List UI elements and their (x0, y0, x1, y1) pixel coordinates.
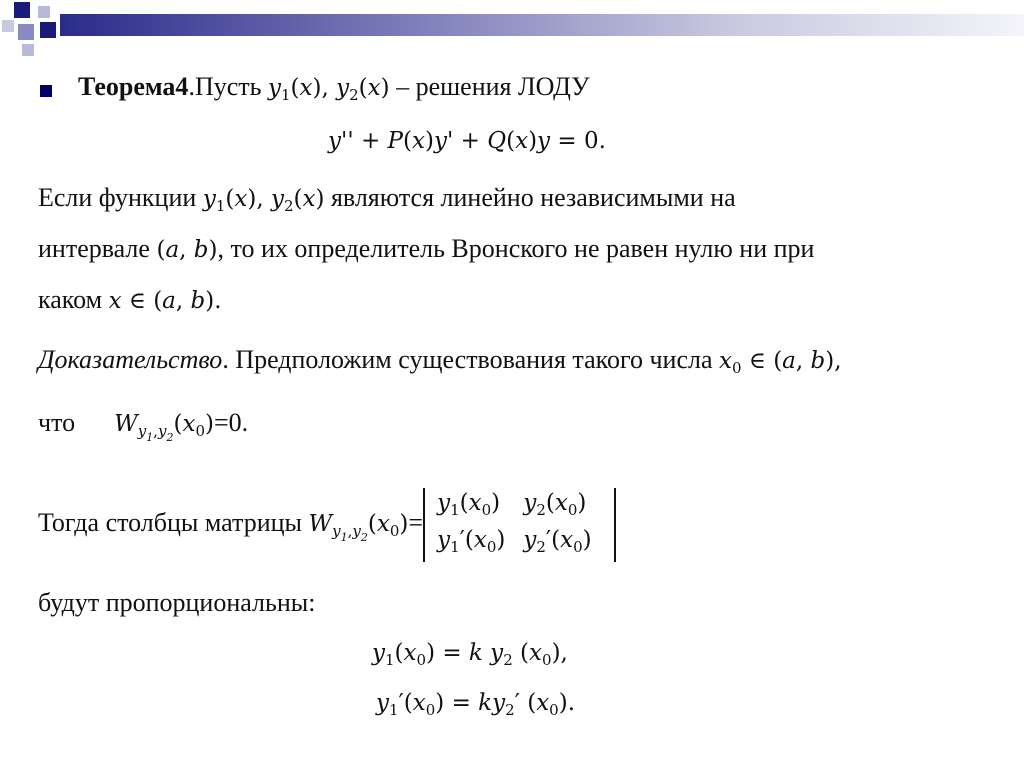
decor-square (40, 22, 56, 38)
ode-equation: y'' + P(x)y' + Q(x)y = 0. (328, 128, 606, 154)
math-y1-y2: $y_1(x)$, $y_2(x)$ (202, 186, 325, 215)
math-wronskian: $W_{y_1,y_2}(x_0)$ (114, 411, 214, 444)
slide-decoration (0, 0, 1024, 60)
para1-text: каком (38, 285, 103, 314)
proof-label: Доказательство (38, 345, 223, 374)
theorem-intro: .Пусть (188, 72, 262, 101)
proof-line2 (38, 408, 248, 444)
para1-text: интервале (38, 234, 150, 263)
para1-text: Если функции (38, 183, 197, 212)
decor-square (38, 6, 50, 18)
columns-text: Тогда столбцы матрицы (38, 507, 302, 537)
decor-square (22, 44, 34, 56)
decor-square (2, 20, 14, 32)
header-gradient-bar (60, 14, 1024, 36)
math-interval: (a, b) (156, 237, 218, 263)
det-cell: $y_2'(x_0)$ (523, 527, 592, 556)
theorem-title: Теорема4 (78, 72, 189, 101)
decor-square (14, 2, 30, 18)
proof-that: что (38, 408, 76, 437)
columns-line (38, 488, 616, 562)
para1-line2 (38, 234, 814, 264)
proof-text: . Предположим существования такого числа (222, 345, 713, 374)
det-cell: $y_2(x_0)$ (523, 490, 587, 519)
wronskian-determinant (423, 488, 616, 562)
para1-text: являются линейно независимыми на (330, 183, 736, 212)
prop-text: будут пропорциональны: (38, 588, 316, 617)
para1-line3 (38, 285, 222, 315)
columns-eq: = (408, 507, 424, 537)
prop-equation-1: $y_1(x_0) = k$ $y_2$ $(x_0)$, (372, 640, 568, 669)
proof-eq-zero: =0. (214, 408, 249, 437)
prop-line (38, 588, 315, 618)
decor-square (18, 24, 34, 40)
math-x-in-interval: x ∈ (a, b). (108, 288, 222, 314)
theorem-line (78, 72, 590, 104)
para1-line1 (38, 183, 736, 215)
proof-line1 (38, 345, 842, 377)
det-cell: $y_1'(x_0)$ (437, 527, 506, 556)
math-y1-y2: $y_1(x)$, $y_2(x)$ (267, 75, 390, 104)
math-wronskian: $W_{y_1,y_2}(x_0)$ (308, 510, 409, 544)
prop-equation-2: $y_1'(x_0) = ky_2'$ $(x_0)$. (376, 690, 576, 719)
bullet-icon (40, 85, 52, 97)
det-cell: $y_1(x_0)$ (437, 490, 501, 519)
math-x0-in-interval: $x_0$ ∈ (a, b), (719, 348, 842, 377)
para1-text: , то их определитель Вронского не равен нулю ни при (217, 234, 815, 263)
theorem-tail: – решения ЛОДУ (396, 72, 590, 101)
